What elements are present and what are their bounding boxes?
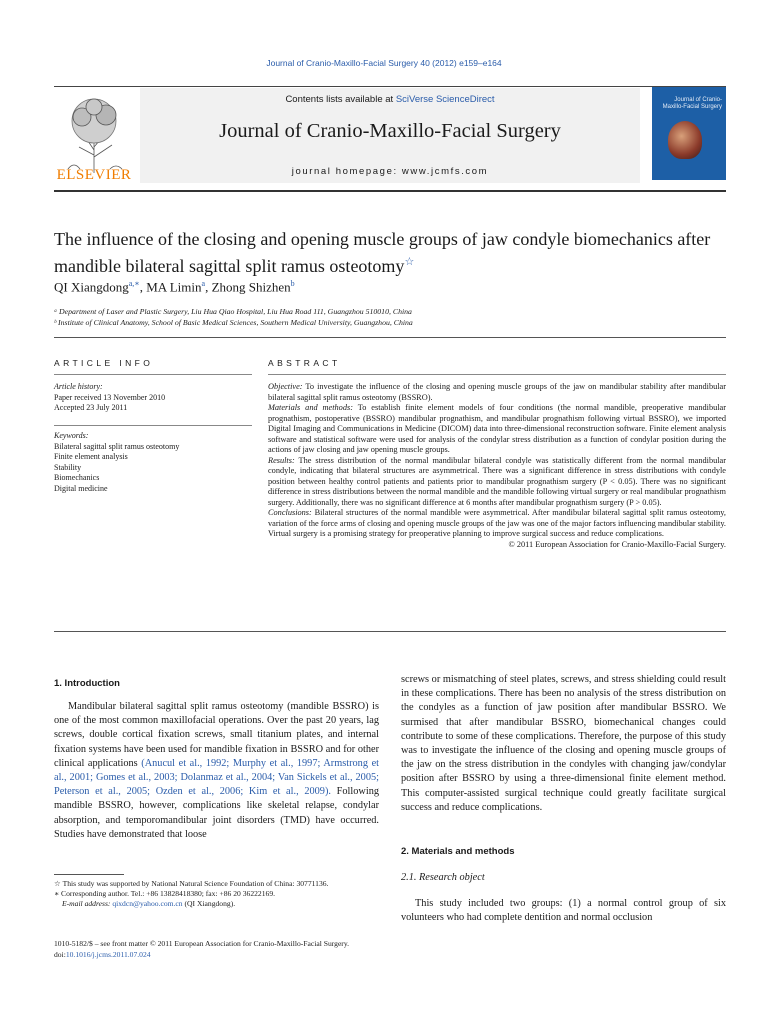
intro-paragraph: Mandibular bilateral sagittal split ramus osteotomy (mandible BSSRO) is one of the most common maxillofacial operations. Over the past 20 years, lag screws, double cortical fixation screws, small titanium plates, and internal fixation systems have been used for mandible fixation in BSSRO and for other clinical applications (Anucul et al., 1992; Murphy et al., 1997; Armstrong et al., 2001; Gomes et al., 2003; Dolanmaz et al., 2004; Van Sickels et al., 2005; Peterson et al., 2005; Ozden et al., 2006; Kim et al., 2009). Following mandible BSSRO, however, complications like skeletal relapse, condylar absorption, and temporomandibular joint disorders (TMD) have occurred. Studies have demonstrated that loose <box>54 701 380 840</box>
article-history <box>54 382 254 414</box>
keyword-item: Bilateral sagittal split ramus osteotomy <box>54 441 180 451</box>
journal-title: Journal of Cranio-Maxillo-Facial Surgery <box>219 120 561 142</box>
article-info-heading: ARTICLE INFO <box>54 358 154 368</box>
masthead-bottom-rule <box>54 190 726 192</box>
publisher-wordmark: ELSEVIER <box>56 167 132 183</box>
abstract-rule <box>268 374 726 375</box>
author-name: Zhong Shizhen <box>211 279 291 295</box>
author-affil-mark[interactable]: b <box>290 279 295 288</box>
author-affil-mark[interactable]: a,∗ <box>128 279 140 288</box>
affiliations <box>54 306 726 328</box>
keyword-item: Biomechanics <box>54 473 100 482</box>
footnote-funding: ☆ This study was supported by National Natural Science Foundation of China: 30771136. <box>54 879 329 888</box>
section-heading-methods: 2. Materials and methods <box>401 846 515 857</box>
front-matter <box>54 938 504 960</box>
email-link[interactable]: qixdcn@yahoo.com.cn <box>112 899 183 908</box>
keywords <box>54 431 254 494</box>
contents-prefix: Contents lists available at <box>285 94 396 105</box>
keyword-item: Finite element analysis <box>54 452 128 461</box>
article-title <box>54 228 726 277</box>
affiliation-a: ᵃ Department of Laser and Plastic Surgery, Liu Hua Qiao Hospital, Liu Hua Road 111, Guangzhou 510010, China <box>54 307 412 316</box>
abstract-heading: ABSTRACT <box>268 358 341 368</box>
doi-line: doi:10.1016/j.jcms.2011.07.024 <box>54 950 151 959</box>
abstract-conclusions: Conclusions: Bilateral structures of the normal mandible were asymmetrical. After mandibular bilateral sagittal split ramus osteotomy, variation of the force arms of closing and opening muscle groups of the jaw was one of the major factors influencing mandibular stability. Virtual surgery is a promising strategy for preoperative planning to improve surgical success and reduce complications. <box>268 508 726 538</box>
section-heading-introduction: 1. Introduction <box>54 678 120 689</box>
cover-title: Journal of Cranio-Maxillo-Facial Surgery <box>662 97 722 110</box>
author-affil-mark[interactable]: a <box>201 279 206 288</box>
cover-skull-image <box>668 121 702 159</box>
subsection-heading: 2.1. Research object <box>401 872 485 883</box>
abstract-bottom-rule <box>54 631 726 632</box>
doi-link[interactable]: 10.1016/j.jcms.2011.07.024 <box>65 950 151 959</box>
author-name: MA Limin <box>146 279 202 295</box>
affiliation-b: ᵇ Institute of Clinical Anatomy, School of Basic Medical Sciences, Southern Medical University, Guangzhou, China <box>54 318 413 327</box>
author-list: QI Xiangdong$^{a,∗}$, MA Limin$^a$, Zhong Shizhen$^b$ <box>54 279 295 295</box>
keyword-item: Digital medicine <box>54 483 108 493</box>
history-received: Paper received 13 November 2010 <box>54 392 166 402</box>
title-footnote-mark[interactable]: ☆ <box>404 255 415 268</box>
intro-citations-link[interactable]: (Anucul et al., 1992; Murphy et al., 1997; Armstrong et al., 2001; Gomes et al., 2003; Dolanmaz et al., 2004; Van Sickels et al., 2005; Peterson et al., 2005; Ozden et al., 2006; Kim et al., 2009). <box>54 757 380 798</box>
methods-paragraph: This study included two groups: (1) a normal control group of six volunteers who had complete dentition and normal occlusion <box>401 898 726 924</box>
sciencedirect-link[interactable]: SciVerse ScienceDirect <box>395 94 495 105</box>
keyword-item: Stability <box>54 462 82 472</box>
section-rule <box>54 337 726 338</box>
journal-cover-thumbnail <box>652 87 726 180</box>
running-head[interactable]: Journal of Cranio-Maxillo-Facial Surgery 40 (2012) e159–e164 <box>266 58 502 68</box>
contents-line <box>140 94 640 105</box>
issn-line: 1010-5182/$ – see front matter © 2011 European Association for Cranio-Maxillo-Facial Surgery. <box>54 939 350 948</box>
history-label: Article history: <box>54 382 103 391</box>
footnote-email: E-mail address: qixdcn@yahoo.com.cn (QI Xiangdong). <box>62 899 236 908</box>
journal-homepage[interactable]: journal homepage: www.jcmfs.com <box>291 166 489 177</box>
abstract-methods: Materials and methods: To establish finite element models of four conditions (the normal mandible, preoperative mandibular prognathism, postoperative (BSSRO) mandibular prognathism, and mandibular prognathism following virtual BSSRO), we imported Digital Imaging and Communications in Medicine (DICOM) data into three-dimensional reconstruction software. Finite element analysis software and statistical software were used for analysis of the condylar stress distribution as a function of condylar position during the actions of jaw closing and jaw opening muscle groups. <box>268 403 727 454</box>
footnotes <box>54 879 379 909</box>
author-name: QI Xiangdong <box>54 279 129 295</box>
abstract-objective: Objective: To investigate the influence of the closing and opening muscle groups of the jaw on mandibular stability after mandibular bilateral sagittal split ramus osteotomy (BSSRO). <box>268 382 726 402</box>
abstract-copyright: © 2011 European Association for Cranio-Maxillo-Facial Surgery. <box>508 539 726 549</box>
masthead-top-rule <box>54 86 726 87</box>
keywords-rule <box>54 425 252 426</box>
article-title-text: The influence of the closing and opening muscle groups of jaw condyle biomechanics after mandible bilateral sagittal split ramus osteotomy <box>54 229 711 276</box>
footnote-rule <box>54 874 124 875</box>
abstract-results: Results: The stress distribution of the normal mandibular bilateral condyle was statistically different from the normal mandibular condyle, indicating that bilateral structures are asymmetrical. There was a significant difference in stress distributions with condyle position between healthy control patients and patients prior to mandibular prognathism surgery (P < 0.05). There was no significant difference in stress distributions between the normal mandible and the mandible following virtual surgery or real mandibular prognathism surgery. Additionally, there was no significant difference at 6 months after mandibular prognathism surgery (P > 0.05). <box>268 455 726 507</box>
history-accepted: Accepted 23 July 2011 <box>54 403 128 412</box>
keywords-label: Keywords: <box>54 431 89 440</box>
article-info-rule <box>54 374 252 375</box>
footnote-corresponding: ∗ Corresponding author. Tel.: +86 13828418380; fax: +86 20 36222169. <box>54 889 276 898</box>
abstract-body <box>268 382 726 550</box>
intro-paragraph-continued: screws or mismatching of steel plates, screws, and stress shielding could result in these complications. There has been no analysis of the stress distribution on the condyles as a function of jaw position after mandibular BSSRO. We surmised that after mandibular BSSRO, biomechanical changes could contribute to some of these complications. Therefore, the purpose of this study was to investigate the influence of the closing and opening muscle groups of the jaw on the stress distribution in the condyles with changing jaw/condylar position after BSSRO by using a three-dimensional finite element method. This computer-assisted surgical technique could greatly facilitate surgical success and reduce complications. <box>401 674 726 813</box>
